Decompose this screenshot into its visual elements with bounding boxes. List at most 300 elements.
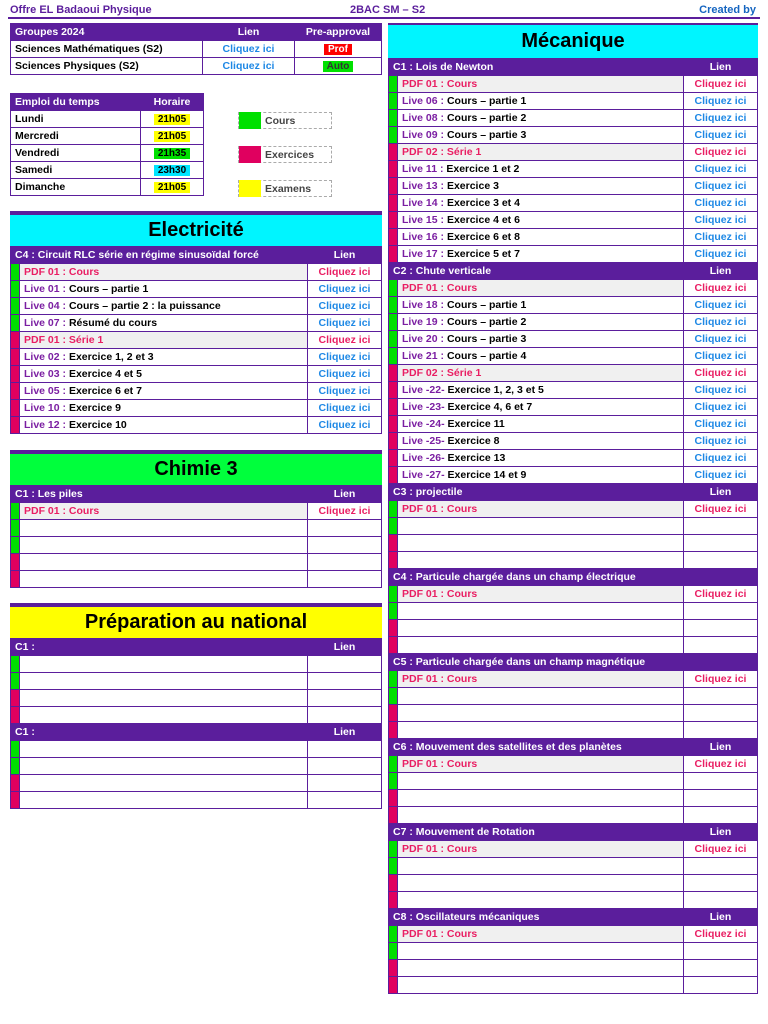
groups-table	[10, 23, 382, 75]
row-link[interactable]: Cliquez ici	[684, 348, 758, 365]
table-row	[389, 314, 758, 331]
header-left: Offre EL Badaoui Physique	[10, 4, 152, 16]
live-title: Cours – partie 1	[68, 283, 149, 295]
table-row	[11, 264, 382, 281]
type-marker	[11, 741, 20, 758]
type-marker	[389, 110, 398, 127]
live-title: Exercice 1 et 2	[446, 163, 520, 175]
type-marker	[11, 554, 20, 571]
live-title: Exercice 4 et 5	[68, 368, 142, 380]
live-number: Live -25-	[402, 435, 445, 447]
table-row	[11, 741, 382, 758]
type-marker	[11, 332, 20, 349]
row-link[interactable]: Cliquez ici	[684, 671, 758, 688]
row-link[interactable]: Cliquez ici	[684, 501, 758, 518]
group-link[interactable]: Cliquez ici	[203, 58, 295, 75]
row-link[interactable]: Cliquez ici	[308, 332, 382, 349]
live-title: Exercice 1, 2, 3 et 5	[447, 384, 544, 396]
pdf-item: PDF 02 : Série 1	[398, 365, 684, 382]
table-row	[11, 366, 382, 383]
pdf-item: PDF 01 : Cours	[398, 280, 684, 297]
live-number: Live 05 :	[24, 385, 67, 397]
live-number: Live 19 :	[402, 316, 445, 328]
row-link[interactable]: Cliquez ici	[684, 365, 758, 382]
type-marker	[389, 280, 398, 297]
schedule-day: Dimanche	[11, 179, 141, 196]
type-marker	[389, 178, 398, 195]
table-row	[11, 554, 382, 571]
time-header: Horaire	[141, 94, 204, 111]
type-marker	[11, 400, 20, 417]
chapter-header: C3 : projectile	[389, 484, 684, 501]
table-row	[389, 518, 758, 535]
table-row	[11, 775, 382, 792]
row-link[interactable]: Cliquez ici	[684, 110, 758, 127]
chapter-link-header: Lien	[308, 486, 382, 503]
chapter-link-header: Lien	[308, 639, 382, 656]
row-link	[684, 603, 758, 620]
row-link[interactable]: Cliquez ici	[684, 127, 758, 144]
live-title: Cours – partie 2	[446, 316, 527, 328]
type-marker	[389, 977, 398, 994]
type-marker	[389, 960, 398, 977]
chapter-header: C4 : Particule chargée dans un champ électrique	[389, 569, 684, 586]
empty-cell	[20, 758, 308, 775]
page-header	[8, 0, 760, 19]
row-link	[684, 960, 758, 977]
live-title: Exercice 1, 2 et 3	[68, 351, 154, 363]
live-title: Cours – partie 4	[446, 350, 527, 362]
row-link[interactable]: Cliquez ici	[684, 756, 758, 773]
schedule-header: Emploi du temps	[11, 94, 141, 111]
table-row	[389, 127, 758, 144]
type-marker	[389, 314, 398, 331]
empty-cell	[398, 773, 684, 790]
row-link[interactable]: Cliquez ici	[684, 433, 758, 450]
row-link	[684, 875, 758, 892]
type-marker	[11, 571, 20, 588]
table-row	[389, 637, 758, 654]
row-link[interactable]: Cliquez ici	[684, 416, 758, 433]
chapter-header: C5 : Particule chargée dans un champ magnétique	[389, 654, 684, 671]
row-link	[684, 858, 758, 875]
table-row	[11, 520, 382, 537]
pdf-item: PDF 02 : Série 1	[398, 144, 684, 161]
type-marker	[389, 399, 398, 416]
empty-cell	[20, 707, 308, 724]
live-title: Exercice 9	[68, 402, 121, 414]
pdf-item: PDF 01 : Série 1	[20, 332, 308, 349]
table-row	[389, 535, 758, 552]
row-link	[684, 705, 758, 722]
row-link[interactable]: Cliquez ici	[684, 76, 758, 93]
table-row	[11, 758, 382, 775]
row-link[interactable]: Cliquez ici	[308, 349, 382, 366]
type-marker	[389, 229, 398, 246]
type-marker	[389, 858, 398, 875]
row-link	[684, 807, 758, 824]
row-link[interactable]: Cliquez ici	[308, 315, 382, 332]
type-marker	[11, 758, 20, 775]
row-link	[684, 943, 758, 960]
type-marker	[389, 756, 398, 773]
table-row	[11, 332, 382, 349]
row-link[interactable]: Cliquez ici	[684, 144, 758, 161]
table-row	[11, 673, 382, 690]
table-row	[389, 977, 758, 994]
row-link	[684, 773, 758, 790]
type-marker	[389, 671, 398, 688]
type-marker	[11, 673, 20, 690]
pdf-item: PDF 01 : Cours	[398, 926, 684, 943]
empty-cell	[398, 535, 684, 552]
row-link	[308, 741, 382, 758]
chapter-header: C1 : Les piles	[11, 486, 308, 503]
group-link[interactable]: Cliquez ici	[203, 41, 295, 58]
row-link[interactable]: Cliquez ici	[308, 366, 382, 383]
type-marker	[389, 365, 398, 382]
table-row	[389, 790, 758, 807]
table-row	[389, 603, 758, 620]
table-row	[389, 76, 758, 93]
empty-cell	[20, 775, 308, 792]
type-marker	[389, 161, 398, 178]
table-row	[389, 620, 758, 637]
table-row	[389, 280, 758, 297]
type-marker	[11, 690, 20, 707]
row-link[interactable]: Cliquez ici	[308, 417, 382, 434]
empty-cell	[20, 690, 308, 707]
row-link	[684, 688, 758, 705]
row-link[interactable]: Cliquez ici	[308, 281, 382, 298]
row-link[interactable]: Cliquez ici	[684, 450, 758, 467]
type-marker	[389, 93, 398, 110]
type-marker	[389, 433, 398, 450]
row-link[interactable]: Cliquez ici	[684, 314, 758, 331]
type-marker	[11, 315, 20, 332]
empty-cell	[20, 741, 308, 758]
row-link	[684, 535, 758, 552]
schedule-table	[10, 93, 204, 196]
type-marker	[389, 450, 398, 467]
live-title: Exercice 10	[68, 419, 127, 431]
row-link[interactable]: Cliquez ici	[308, 264, 382, 281]
empty-cell	[398, 960, 684, 977]
type-marker	[389, 943, 398, 960]
type-marker	[389, 127, 398, 144]
row-link[interactable]: Cliquez ici	[684, 280, 758, 297]
legend-item	[238, 112, 332, 129]
live-title: Exercice 13	[447, 452, 506, 464]
row-link[interactable]: Cliquez ici	[684, 841, 758, 858]
table-row	[11, 383, 382, 400]
group-name: Sciences Mathématiques (S2)	[11, 41, 203, 58]
type-marker	[389, 688, 398, 705]
row-link[interactable]: Cliquez ici	[684, 926, 758, 943]
type-marker	[389, 926, 398, 943]
groups-header: Groupes 2024	[11, 24, 203, 41]
schedule-time: 21h35	[154, 148, 190, 159]
empty-cell	[398, 807, 684, 824]
live-number: Live 20 :	[402, 333, 445, 345]
row-link	[308, 571, 382, 588]
chapter-link-header: Lien	[684, 59, 758, 76]
live-title: Exercice 3 et 4	[446, 197, 520, 209]
live-number: Live 04 :	[24, 300, 67, 312]
empty-cell	[398, 552, 684, 569]
table-row	[389, 399, 758, 416]
chapter-link-header: Lien	[684, 739, 758, 756]
live-number: Live 09 :	[402, 129, 445, 141]
live-number: Live 06 :	[402, 95, 445, 107]
row-link[interactable]: Cliquez ici	[308, 400, 382, 417]
type-marker	[389, 892, 398, 909]
row-link[interactable]: Cliquez ici	[684, 195, 758, 212]
empty-cell	[398, 722, 684, 739]
empty-cell	[20, 571, 308, 588]
live-title: Résumé du cours	[68, 317, 158, 329]
table-row	[11, 349, 382, 366]
live-title: Exercice 3	[446, 180, 499, 192]
type-marker	[11, 792, 20, 809]
legend-item	[238, 180, 332, 197]
row-link[interactable]: Cliquez ici	[684, 178, 758, 195]
chapter-link-header: Lien	[684, 263, 758, 280]
live-number: Live 08 :	[402, 112, 445, 124]
row-link	[684, 518, 758, 535]
type-marker	[389, 603, 398, 620]
table-row	[389, 705, 758, 722]
table-row	[389, 348, 758, 365]
row-link[interactable]: Cliquez ici	[684, 586, 758, 603]
legend-swatch	[239, 112, 261, 129]
row-link	[684, 977, 758, 994]
empty-cell	[20, 656, 308, 673]
chapter-link-header	[684, 654, 758, 671]
live-number: Live 18 :	[402, 299, 445, 311]
table-row	[389, 756, 758, 773]
live-title: Cours – partie 3	[446, 129, 527, 141]
type-marker	[389, 552, 398, 569]
section-title: Electricité	[10, 211, 382, 246]
live-number: Live 10 :	[24, 402, 67, 414]
type-marker	[389, 416, 398, 433]
pdf-item: PDF 01 : Cours	[398, 586, 684, 603]
chapter-header: C1 :	[11, 639, 308, 656]
preapproval-header: Pre-approval	[295, 24, 382, 41]
chapter-header: C1 : Lois de Newton	[389, 59, 684, 76]
table-row	[389, 671, 758, 688]
pdf-item: PDF 01 : Cours	[20, 264, 308, 281]
chapter-header: C6 : Mouvement des satellites et des planètes	[389, 739, 684, 756]
schedule-time: 21h05	[154, 182, 190, 193]
legend-label: Examens	[265, 182, 312, 195]
table-row	[11, 503, 382, 520]
empty-cell	[398, 688, 684, 705]
empty-cell	[20, 792, 308, 809]
header-center: 2BAC SM – S2	[350, 4, 426, 16]
empty-cell	[20, 554, 308, 571]
chapter-header: C2 : Chute verticale	[389, 263, 684, 280]
type-marker	[389, 875, 398, 892]
chapter-link-header	[684, 569, 758, 586]
live-title: Cours – partie 1	[446, 95, 527, 107]
section-electricite	[10, 211, 382, 434]
live-number: Live 03 :	[24, 368, 67, 380]
row-link[interactable]: Cliquez ici	[684, 246, 758, 263]
type-marker	[11, 383, 20, 400]
table-row	[389, 892, 758, 909]
live-number: Live 14 :	[402, 197, 445, 209]
row-link[interactable]: Cliquez ici	[684, 229, 758, 246]
table-row	[389, 450, 758, 467]
type-marker	[389, 586, 398, 603]
row-link[interactable]: Cliquez ici	[308, 503, 382, 520]
table-row	[389, 195, 758, 212]
link-header: Lien	[203, 24, 295, 41]
table-row	[389, 110, 758, 127]
table-row	[389, 229, 758, 246]
live-title: Cours – partie 2 : la puissance	[68, 300, 221, 312]
table-row	[389, 365, 758, 382]
live-number: Live 12 :	[24, 419, 67, 431]
row-link[interactable]: Cliquez ici	[684, 297, 758, 314]
type-marker	[11, 366, 20, 383]
live-title: Cours – partie 3	[446, 333, 527, 345]
pdf-item: PDF 01 : Cours	[398, 756, 684, 773]
row-link	[684, 790, 758, 807]
table-row	[389, 552, 758, 569]
row-link	[684, 722, 758, 739]
type-marker	[389, 195, 398, 212]
live-number: Live 13 :	[402, 180, 445, 192]
schedule-day: Mercredi	[11, 128, 141, 145]
row-link	[684, 637, 758, 654]
type-marker	[389, 807, 398, 824]
empty-cell	[398, 875, 684, 892]
live-title: Exercice 14 et 9	[447, 469, 527, 481]
table-row	[11, 707, 382, 724]
type-marker	[389, 535, 398, 552]
legend-label: Cours	[265, 114, 296, 127]
empty-cell	[20, 520, 308, 537]
type-marker	[11, 775, 20, 792]
table-row	[389, 93, 758, 110]
table-row	[389, 501, 758, 518]
legend-swatch	[239, 180, 261, 197]
empty-cell	[398, 977, 684, 994]
live-number: Live -24-	[402, 418, 445, 430]
type-marker	[11, 520, 20, 537]
row-link	[308, 792, 382, 809]
live-number: Live -22-	[402, 384, 445, 396]
section-mecanique	[388, 23, 758, 994]
row-link[interactable]: Cliquez ici	[684, 161, 758, 178]
table-row	[389, 297, 758, 314]
chapter-link-header: Lien	[308, 247, 382, 264]
empty-cell	[20, 673, 308, 690]
section-national	[10, 603, 382, 809]
table-row	[11, 281, 382, 298]
row-link[interactable]: Cliquez ici	[308, 298, 382, 315]
legend-swatch	[239, 146, 261, 163]
table-row	[389, 773, 758, 790]
empty-cell	[398, 603, 684, 620]
type-marker	[389, 637, 398, 654]
type-marker	[389, 246, 398, 263]
pdf-item: PDF 01 : Cours	[398, 671, 684, 688]
pdf-item: PDF 01 : Cours	[398, 76, 684, 93]
live-title: Exercice 5 et 7	[446, 248, 520, 260]
row-link[interactable]: Cliquez ici	[684, 212, 758, 229]
live-title: Cours – partie 2	[446, 112, 527, 124]
row-link[interactable]: Cliquez ici	[684, 331, 758, 348]
live-title: Exercice 6 et 8	[446, 231, 520, 243]
schedule-day: Vendredi	[11, 145, 141, 162]
table-row	[389, 807, 758, 824]
live-number: Live -26-	[402, 452, 445, 464]
type-marker	[389, 212, 398, 229]
table-row	[389, 161, 758, 178]
live-title: Exercice 11	[447, 418, 505, 430]
section-title: Chimie 3	[10, 450, 382, 485]
chapter-header: C4 : Circuit RLC série en régime sinusoïdal forcé	[11, 247, 308, 264]
row-link[interactable]: Cliquez ici	[684, 467, 758, 484]
row-link[interactable]: Cliquez ici	[684, 382, 758, 399]
row-link	[308, 673, 382, 690]
chapter-link-header: Lien	[308, 724, 382, 741]
row-link	[308, 707, 382, 724]
type-marker	[11, 349, 20, 366]
type-marker	[389, 144, 398, 161]
legend-label: Exercices	[265, 148, 315, 161]
row-link[interactable]: Cliquez ici	[684, 93, 758, 110]
type-marker	[389, 841, 398, 858]
empty-cell	[398, 943, 684, 960]
chapter-header: C8 : Oscillateurs mécaniques	[389, 909, 684, 926]
type-marker	[389, 348, 398, 365]
live-title: Exercice 4 et 6	[446, 214, 520, 226]
live-number: Live -23-	[402, 401, 445, 413]
schedule-day: Samedi	[11, 162, 141, 179]
type-marker	[389, 518, 398, 535]
type-marker	[389, 705, 398, 722]
table-row	[11, 315, 382, 332]
live-title: Cours – partie 1	[446, 299, 527, 311]
chapter-link-header: Lien	[684, 484, 758, 501]
live-title: Exercice 4, 6 et 7	[447, 401, 533, 413]
type-marker	[389, 722, 398, 739]
empty-cell	[398, 892, 684, 909]
table-row	[389, 586, 758, 603]
group-name: Sciences Physiques (S2)	[11, 58, 203, 75]
pdf-item: PDF 01 : Cours	[20, 503, 308, 520]
row-link	[308, 537, 382, 554]
empty-cell	[398, 637, 684, 654]
type-marker	[389, 382, 398, 399]
table-row	[389, 926, 758, 943]
chapter-link-header: Lien	[684, 909, 758, 926]
live-number: Live 17 :	[402, 248, 445, 260]
schedule-time: 23h30	[154, 165, 190, 176]
row-link[interactable]: Cliquez ici	[308, 383, 382, 400]
table-row	[389, 331, 758, 348]
live-title: Exercice 6 et 7	[68, 385, 142, 397]
row-link[interactable]: Cliquez ici	[684, 399, 758, 416]
table-row	[389, 943, 758, 960]
table-row	[389, 841, 758, 858]
type-marker	[11, 264, 20, 281]
